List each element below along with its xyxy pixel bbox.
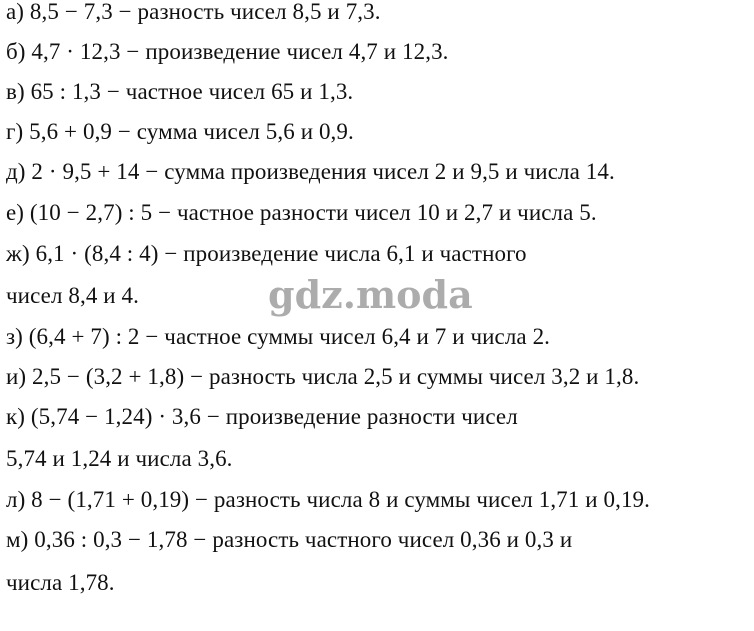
line-m-continued: числа 1,78. <box>6 570 115 595</box>
line-b: б) 4,7 · 12,3 − произведение чисел 4,7 и 12,3. <box>6 39 449 64</box>
line-a: а) 8,5 − 7,3 − разность чисел 8,5 и 7,3. <box>6 0 381 24</box>
line-k: к) (5,74 − 1,24) · 3,6 − произведение разности чисел <box>6 404 518 429</box>
line-k-continued: 5,74 и 1,24 и числа 3,6. <box>6 446 233 471</box>
line-l: л) 8 − (1,71 + 0,19) − разность числа 8 и суммы чисел 1,71 и 0,19. <box>6 487 650 512</box>
line-g: г) 5,6 + 0,9 − сумма чисел 5,6 и 0,9. <box>6 119 354 144</box>
line-v: в) 65 : 1,3 − частное чисел 65 и 1,3. <box>6 79 354 104</box>
line-d: д) 2 · 9,5 + 14 − сумма произведения чисел 2 и 9,5 и числа 14. <box>6 159 615 184</box>
watermark-logo: gdz.moda <box>268 272 473 317</box>
line-m: м) 0,36 : 0,3 − 1,78 − разность частного чисел 0,36 и 0,3 и <box>6 527 573 552</box>
line-i: и) 2,5 − (3,2 + 1,8) − разность числа 2,5 и суммы чисел 3,2 и 1,8. <box>6 364 640 389</box>
line-zh-continued: чисел 8,4 и 4. <box>6 283 140 308</box>
line-e: е) (10 − 2,7) : 5 − частное разности чисел 10 и 2,7 и числа 5. <box>6 200 597 225</box>
line-z: з) (6,4 + 7) : 2 − частное суммы чисел 6,4 и 7 и числа 2. <box>6 324 551 349</box>
line-zh: ж) 6,1 · (8,4 : 4) − произведение числа 6,1 и частного <box>6 241 527 266</box>
